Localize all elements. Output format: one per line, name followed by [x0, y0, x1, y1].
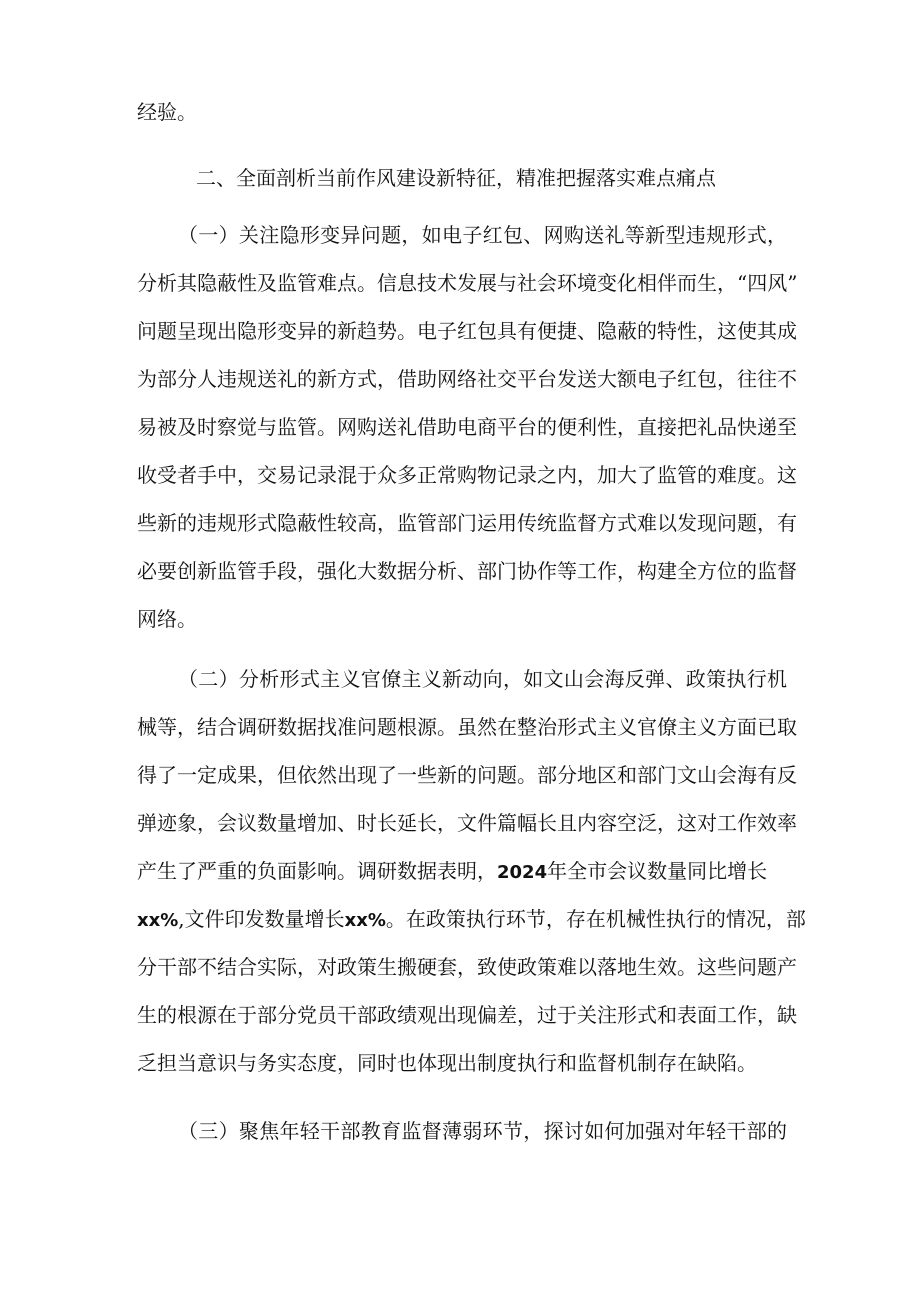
paragraph-line: 些新的违规形式隐蔽性较高，监管部门运用传统监督方式难以发现问题，有 — [137, 511, 797, 535]
paragraph-line: 问题呈现出隐形变异的新趋势。电子红包具有便捷、隐蔽的特性，这使其成 — [137, 319, 797, 343]
percent-placeholder: xx% — [137, 910, 179, 931]
text-segment: 年全市会议数量同比增长 — [547, 859, 768, 883]
paragraph-line: 分干部不结合实际，对政策生搬硬套，致使政策难以落地生效。这些问题产 — [137, 955, 797, 979]
paragraph-line: 械等，结合调研数据找准问题根源。虽然在整治形式主义官僚主义方面已取 — [137, 715, 797, 739]
paragraph-line: 易被及时察觉与监管。网购送礼借助电商平台的便利性，直接把礼品快递至 — [137, 415, 797, 439]
paragraph-tail-line: 经验。 — [137, 100, 197, 124]
paragraph-line: 得了一定成果，但依然出现了一些新的问题。部分地区和部门文山会海有反 — [137, 763, 797, 787]
paragraph-line: 必要创新监管手段，强化大数据分析、部门协作等工作，构建全方位的监督 — [137, 559, 797, 583]
paragraph-line — [137, 856, 787, 888]
text-segment: 产生了严重的负面影响。调研数据表明， — [137, 859, 497, 883]
subsection-2-heading-line: （二）分析形式主义官僚主义新动向，如文山会海反弹、政策执行机 — [178, 667, 787, 691]
paragraph-line: 弹迹象，会议数量增加、时长延长，文件篇幅长且内容空泛，这对工作效率 — [137, 811, 797, 835]
paragraph-line: 乏担当意识与务实态度，同时也体现出制度执行和监督机制存在缺陷。 — [137, 1051, 757, 1075]
section-heading: 二、全面剖析当前作风建设新特征，精准把握落实难点痛点 — [196, 166, 716, 190]
text-segment: 。在政策执行环节，存在机械性执行的情况，部 — [385, 907, 806, 931]
text-segment: ,文件印发数量增长 — [178, 907, 345, 931]
subsection-1-heading-line: （一）关注隐形变异问题，如电子红包、网购送礼等新型违规形式， — [178, 223, 787, 247]
paragraph-line: 为部分人违规送礼的新方式，借助网络社交平台发送大额电子红包，往往不 — [137, 367, 797, 391]
paragraph-line: 收受者手中，交易记录混于众多正常购物记录之内，加大了监管的难度。这 — [137, 463, 797, 487]
paragraph-line: 分析其隐蔽性及监管难点。信息技术发展与社会环境变化相伴而生，“四风” — [137, 271, 798, 295]
paragraph-line: 生的根源在于部分党员干部政绩观出现偏差，过于关注形式和表面工作，缺 — [137, 1003, 797, 1027]
percent-placeholder: xx% — [344, 910, 386, 931]
paragraph-line — [137, 904, 806, 936]
year-value: 2024 — [497, 862, 548, 883]
subsection-3-heading-line: （三）聚焦年轻干部教育监督薄弱环节，探讨如何加强对年轻干部的 — [178, 1119, 787, 1143]
paragraph-line: 网络。 — [137, 607, 197, 631]
